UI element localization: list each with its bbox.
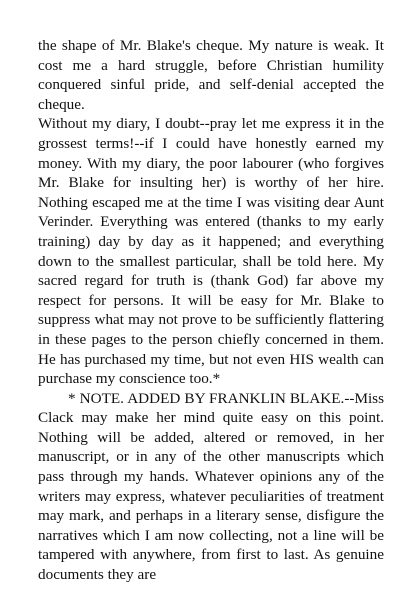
paragraph-cheque: the shape of Mr. Blake's cheque. My nature is weak. It cost me a hard struggle, before Christian humility conquered sinful pride, and self-denial accepted the cheque. bbox=[38, 37, 384, 113]
editor-note: * NOTE. ADDED BY FRANKLIN BLAKE.--Miss Clack may make her mind quite easy on this point. Nothing will be added, altered or removed, in her manuscript, or in any of the other manuscripts which pass through my hands. Whatever opinions any of the writers may express, whatever peculiarities of treatment may mark, and perhaps in a literary sense, disfigure the narratives which I am now collecting, not a line will be tampered with anywhere, from first to last. As genuine documents they are bbox=[38, 389, 384, 584]
paragraph-diary: Without my diary, I doubt--pray let me express it in the grossest terms!--if I could have honestly earned my money. With my diary, the poor labourer (who forgives Mr. Blake for insulting her) is worthy of her hire. Nothing escaped me at the time I was visiting dear Aunt Verinder. Everything was entered (thanks to my early training) day by day as it happened; and everything down to the smallest particular, shall be told here. My sacred regard for truth is (thank God) far above my respect for persons. It will be easy for Mr. Blake to suppress what may not prove to be sufficiently flattering in these pages to the person chiefly concerned in them. He has purchased my time, but not even HIS wealth can purchase my conscience too.* bbox=[38, 115, 384, 388]
document-page bbox=[38, 36, 384, 585]
